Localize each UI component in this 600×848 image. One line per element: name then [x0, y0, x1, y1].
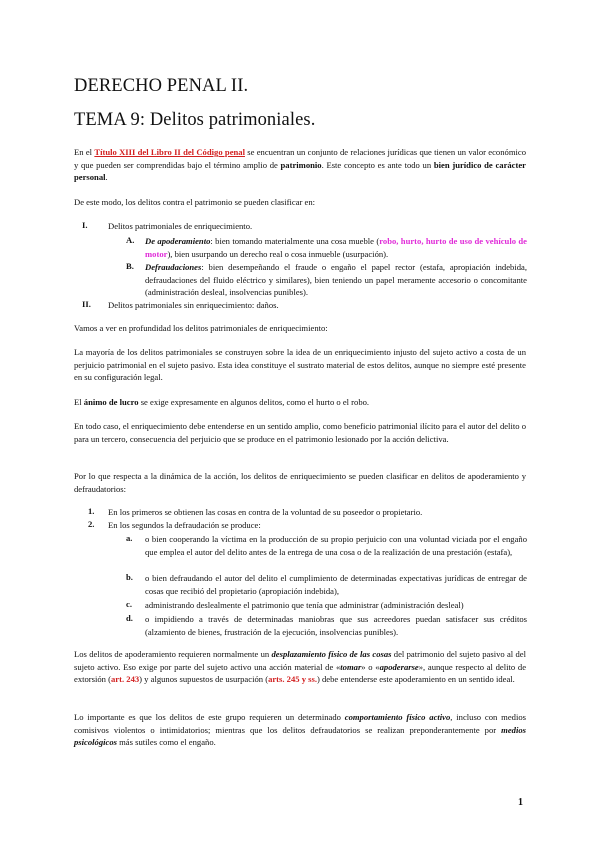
sublist-item-apropiacion: o bien defraudando el autor del delito el cumplimiento de determinadas expectativas jurídicas de entregar de cosas que recibió del propietario (apropiación indebida),	[145, 573, 527, 596]
paragraph-mayoria: La mayoría de los delitos patrimoniales se construyen sobre la idea de un enriquecimiento injusto del sujeto activo a costa de un perjuicio patrimonial en el sujeto pasivo. Esta idea constituye el sustrato material de estos delitos, aunque no siempre esté presente en su configuración legal.	[74, 347, 526, 383]
sublist-letter-b: b.	[126, 572, 133, 582]
sublist-letter-d: d.	[126, 613, 133, 623]
list-item-primeros: En los primeros se obtienen las cosas en contra de la voluntad de su poseedor o propietario.	[108, 507, 423, 517]
classification-intro: De este modo, los delitos contra el patrimonio se pueden clasificar en:	[74, 197, 316, 207]
sublist-item-administracion: administrando deslealmente el patrimonio que tenía que administrar (administración desleal)	[145, 600, 464, 610]
list-number-1: 1.	[88, 506, 95, 516]
intro-paragraph: En el Título XIII del Libro II del Código penal se encuentran un conjunto de relaciones jurídicas que tienen un valor económico y que pueden ser comprendidas bajo el término amplio de patrimonio. Este concepto es ante todo un bien jurídico de carácter personal.	[74, 147, 527, 183]
code-reference-link[interactable]: Título XIII del Libro II del Código penal	[94, 147, 245, 157]
sublist-item-alzamiento: o impidiendo a través de determinadas maniobras que sus acreedores puedan satisfacer sus créditos (alzamiento de bienes, frustración de la ejecución, insolvencias punibles).	[145, 614, 527, 637]
paragraph-dinamica: Por lo que respecta a la dinámica de la acción, los delitos de enriquecimiento se pueden clasificar en delitos de apoderamiento y defraudatorios:	[74, 471, 526, 494]
list-item-segundos: En los segundos la defraudación se produce:	[108, 520, 261, 530]
list-letter-a: A.	[126, 235, 135, 245]
article-243-reference[interactable]: art. 243	[111, 674, 140, 685]
paragraph-animo-lucro: El ánimo de lucro se exige expresamente en algunos delitos, como el hurto o el robo.	[74, 397, 370, 407]
list-item-apoderamiento: De apoderamiento: bien tomando materialmente una cosa mueble (robo, hurto, hurto de uso de vehículo de motor), bien usurpando un derecho real o cosa inmueble (usurpación).	[145, 236, 527, 259]
page-number: 1	[518, 797, 523, 808]
sublist-letter-a: a.	[126, 533, 133, 543]
list-item-enriquecimiento: Delitos patrimoniales de enriquecimiento.	[108, 221, 253, 231]
sublist-letter-c: c.	[126, 599, 132, 609]
paragraph-vamos: Vamos a ver en profundidad los delitos patrimoniales de enriquecimiento:	[74, 323, 328, 333]
list-letter-b: B.	[126, 261, 134, 271]
list-number-2: 2.	[88, 519, 95, 529]
paragraph-todo-caso: En todo caso, el enriquecimiento debe entenderse en un sentido amplio, como beneficio patrimonial ilícito para el autor del delito o para un tercero, consecuencia del perjuicio que se produce en el patrimonio lesionado por la acción delictiva.	[74, 421, 526, 444]
paragraph-importante: Lo importante es que los delitos de este grupo requieren un determinado comportamiento físico activo, incluso con medios comisivos violentos o intimidatorios; mientras que los delitos defraudatorios se realizan preponderantemente por medios psicológicos más sutiles como el engaño.	[74, 712, 526, 748]
sublist-item-estafa: o bien cooperando la víctima en la producción de su propio perjuicio con una voluntad viciada por el engaño que emplea el autor del delito antes de la entrega de una cosa o de la realización de una prestación (estafa),	[145, 534, 527, 557]
list-item-sin-enriquecimiento: Delitos patrimoniales sin enriquecimiento: daños.	[108, 300, 279, 310]
document-title: DERECHO PENAL II.	[74, 76, 249, 96]
article-245-reference[interactable]: arts. 245 y ss.	[268, 674, 317, 685]
list-item-defraudaciones: Defraudaciones: bien desempeñando el fraude o engaño el papel rector (estafa, apropiación indebida, defraudaciones del fluido eléctrico y similares), bien teniendo un papel meramente accesorio o concomitante (administración desleal, insolvencias punibles).	[145, 262, 527, 298]
paragraph-apoderamiento: Los delitos de apoderamiento requieren normalmente un desplazamiento físico de las cosas del patrimonio del sujeto pasivo al del sujeto activo. Eso exige por parte del sujeto activo una acción material de «tomar» o «apoderarse», aunque respecto al delito de extorsión (art. 243) y algunos supuestos de usurpación (arts. 245 y ss.) debe entenderse este apoderamiento en un sentido ideal.	[74, 649, 527, 685]
document-subtitle: TEMA 9: Delitos patrimoniales.	[74, 110, 316, 130]
list-number-ii: II.	[82, 299, 91, 309]
list-number-i: I.	[82, 220, 88, 230]
